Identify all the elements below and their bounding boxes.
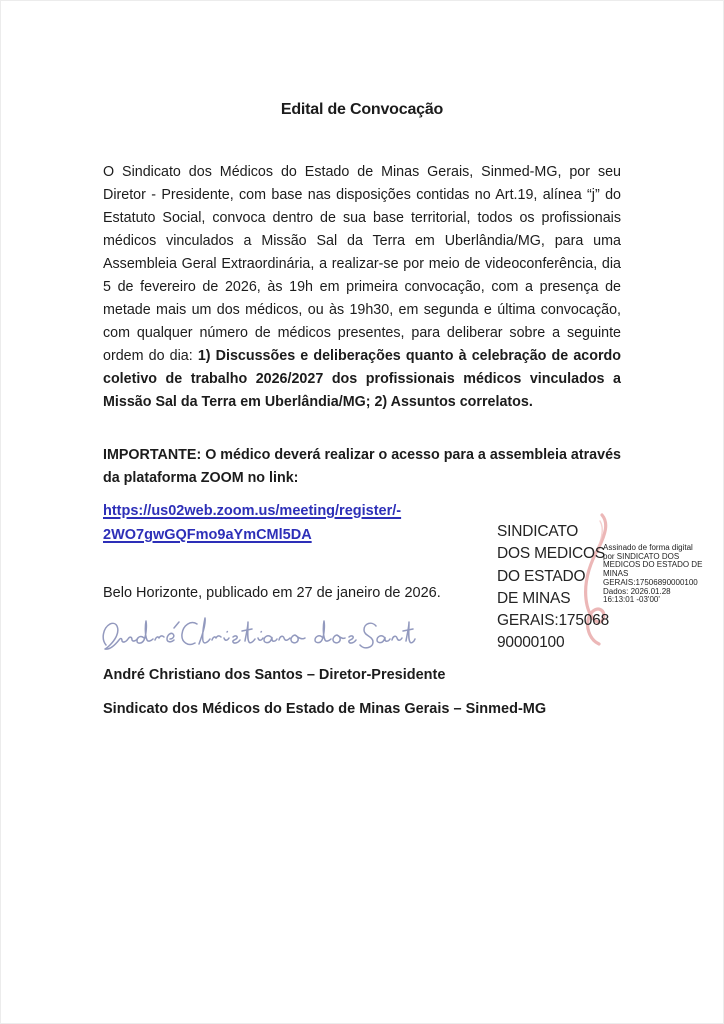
digital-signature-subject-line: DOS MEDICOS bbox=[497, 545, 606, 563]
digital-signature-subject-line: SINDICATO bbox=[497, 523, 579, 540]
important-paragraph: IMPORTANTE: O médico deverá realizar o acesso para a assembleia através da plataforma ZOOM no link: bbox=[103, 447, 621, 486]
digital-signature-detail-line: MEDICOS DO ESTADO DE bbox=[603, 560, 703, 570]
digital-signature-detail-line: por SINDICATO DOS bbox=[603, 551, 680, 561]
signer-org-line: Sindicato dos Médicos do Estado de Minas Gerais – Sinmed-MG bbox=[103, 701, 547, 717]
zoom-meeting-link-line1: https://us02web.zoom.us/meeting/register/- bbox=[103, 503, 402, 519]
digital-signature-subject-line: DE MINAS bbox=[497, 589, 571, 607]
body-paragraph-agenda-bold: 1) Discussões e deliberações quanto à celebração de acordo coletivo de trabalho 2026/2027 dos profissionais médicos vinculados a Missão Sal da Terra em Uberlândia/MG; 2) Assuntos correlatos. bbox=[103, 348, 621, 410]
digital-signature-details bbox=[603, 544, 721, 605]
zoom-meeting-link-line2: 2WO7gwGQFmo9aYmCMl5DA bbox=[103, 527, 312, 543]
digital-signature-detail-line: GERAIS:17506890000100 bbox=[603, 577, 698, 587]
digital-signature-subject-line: DO ESTADO bbox=[497, 567, 586, 585]
body-paragraph-regular: O Sindicato dos Médicos do Estado de Minas Gerais, Sinmed-MG, por seu Diretor - Presidente, com base nas disposições contidas no Art.19, alínea “j” do Estatuto Social, convoca dentro de sua base territorial, todos os profissionais médicos vinculados a Missão Sal da Terra em Uberlândia/MG, para uma Assembleia Geral Extraordinária, a realizar-se por meio de videoconferência, dia 5 de fevereiro de 2026, às 19h em primeira convocação, com a presença de metade mais um dos médicos, ou às 19h30, em segunda e última convocação, com qualquer número de médicos presentes, para deliberar sobre a seguinte ordem do dia: bbox=[103, 164, 621, 364]
digital-signature-subject-line: 90000100 bbox=[497, 634, 565, 652]
handwritten-signature bbox=[96, 609, 418, 663]
body-paragraph bbox=[103, 161, 621, 414]
digital-signature-detail-line: MINAS bbox=[603, 569, 629, 579]
digital-signature-detail-line: Assinado de forma digital bbox=[603, 543, 693, 552]
signer-name-line: André Christiano dos Santos – Diretor-Presidente bbox=[103, 667, 446, 683]
document-title: Edital de Convocação bbox=[280, 101, 444, 118]
digital-signature-subject-line: GERAIS:175068 bbox=[497, 612, 610, 630]
digital-signature-detail-line: 16:13:01 -03'00' bbox=[603, 595, 660, 605]
digital-signature-detail-line: Dados: 2026.01.28 bbox=[603, 586, 671, 596]
date-line: Belo Horizonte, publicado em 27 de janeiro de 2026. bbox=[103, 585, 441, 601]
